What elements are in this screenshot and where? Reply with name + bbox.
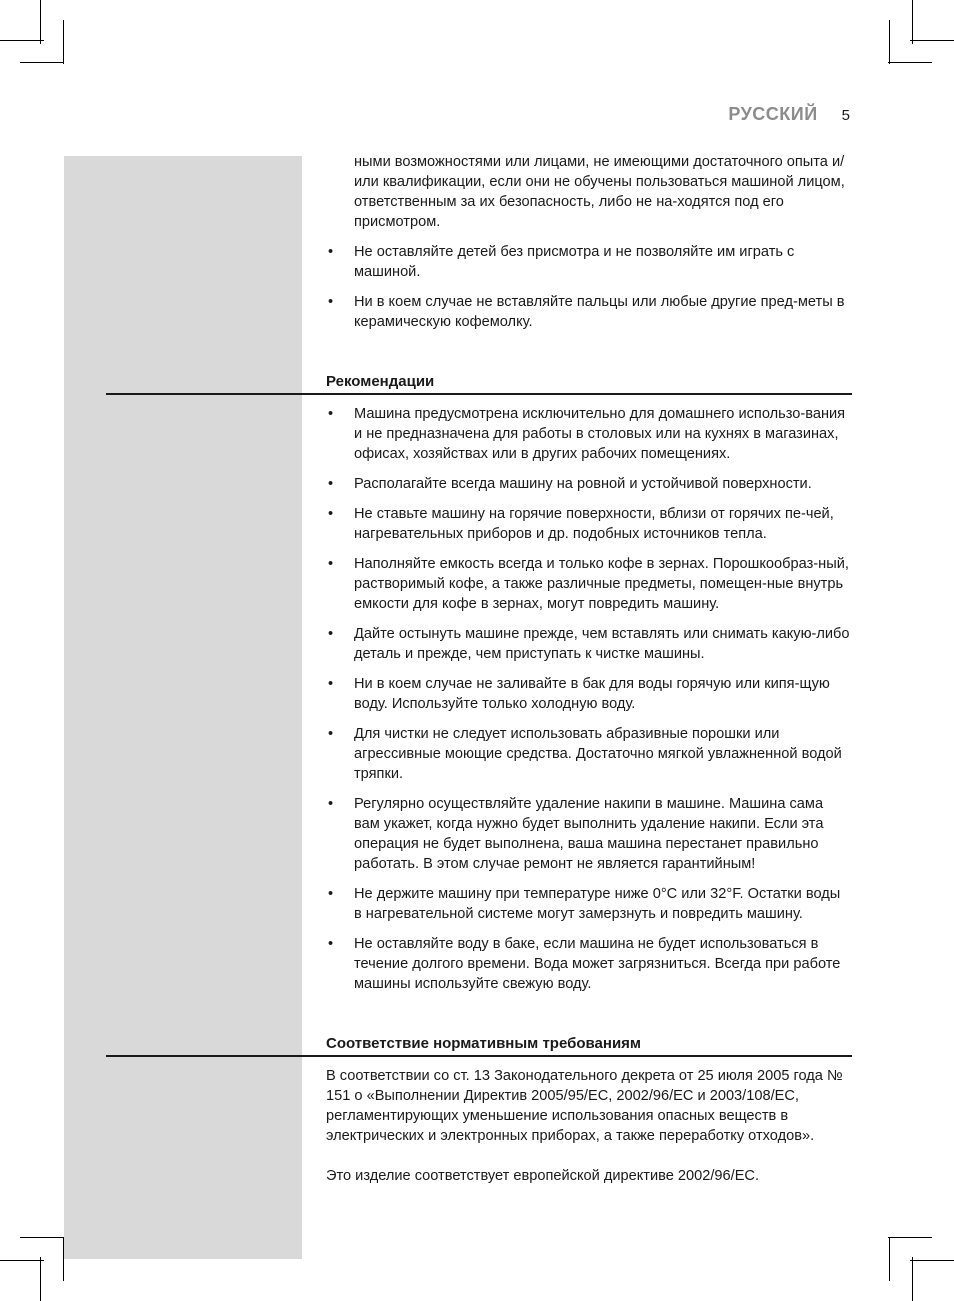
crop-mark — [0, 1260, 44, 1261]
list-item-text: Ни в коем случае не заливайте в бак для воды горячую или кипя-щую воду. Используйте только холодную воду. — [354, 676, 830, 712]
bullet-icon: • — [328, 726, 334, 742]
section-title: Рекомендации — [326, 373, 435, 390]
page-number: 5 — [841, 107, 850, 124]
list-item — [326, 794, 850, 874]
compliance-paragraph: В соответствии со ст. 13 Законодательного декрета от 25 июля 2005 года № 151 о «Выполнении Директив 2005/95/ЕС, 2002/96/ЕС и 2003/108/ЕС, регламентирующих уменьшение использования опасных веществ в электрических и электронных приборах, а также переработку отходов». — [326, 1068, 843, 1144]
crop-mark — [889, 1237, 890, 1281]
crop-mark — [912, 1257, 913, 1301]
crop-mark — [910, 1260, 954, 1261]
recommendations-heading — [326, 372, 850, 392]
list-item-text: Дайте остынуть машине прежде, чем вставлять или снимать какую-либо деталь и прежде, чем приступать к чистке машины. — [354, 626, 850, 662]
section-divider — [106, 1055, 852, 1057]
margin-column — [64, 156, 302, 1259]
crop-mark — [889, 20, 890, 64]
list-item — [326, 934, 850, 994]
list-item — [326, 554, 850, 614]
crop-mark — [888, 62, 932, 63]
crop-mark — [888, 1237, 932, 1238]
list-item — [326, 504, 850, 544]
list-item-text: Для чистки не следует использовать абразивные порошки или агрессивные моющие средства. Достаточно мягкой увлажненной водой тряпки. — [354, 726, 842, 782]
bullet-icon: • — [328, 796, 334, 812]
list-item — [326, 404, 850, 464]
bullet-icon: • — [328, 476, 334, 492]
list-item — [326, 292, 850, 332]
list-item-text: Наполняйте емкость всегда и только кофе в зернах. Порошкообраз-ный, растворимый кофе, а также различные предметы, помещен-ные внутрь емкости для кофе в зернах, могут повредить машину. — [354, 556, 849, 612]
list-item-text: Располагайте всегда машину на ровной и устойчивой поверхности. — [354, 476, 812, 492]
crop-mark — [910, 40, 954, 41]
crop-mark — [0, 40, 44, 41]
bullet-icon: • — [328, 406, 334, 422]
list-item-text: Не держите машину при температуре ниже 0°C или 32°F. Остатки воды в нагревательной системе могут замерзнуть и повредить машину. — [354, 886, 841, 922]
crop-mark — [40, 1257, 41, 1301]
list-item-text: Не ставьте машину на горячие поверхности, вблизи от горячих пе-чей, нагревательных приборов и др. подобных источников тепла. — [354, 506, 834, 542]
compliance-paragraph: Это изделие соответствует европейской директиве 2002/96/ЕС. — [326, 1168, 760, 1184]
crop-mark — [20, 1237, 64, 1238]
list-item — [326, 674, 850, 714]
recommendations-list — [326, 404, 850, 994]
list-item-text: Не оставляйте детей без присмотра и не позволяйте им играть с машиной. — [354, 244, 795, 280]
list-item-text: Машина предусмотрена исключительно для домашнего использо-вания и не предназначена для работы в столовых или на кухнях в магазинах, офисах, хозяйствах или в других рабочих помещениях. — [354, 406, 846, 462]
bullet-icon: • — [328, 294, 334, 310]
crop-mark — [20, 62, 64, 63]
list-item — [326, 242, 850, 282]
bullet-icon: • — [328, 556, 334, 572]
list-item — [326, 884, 850, 924]
bullet-icon: • — [328, 506, 334, 522]
language-label: РУССКИЙ — [728, 104, 818, 124]
intro-continuation: ными возможностями или лицами, не имеющими достаточного опыта и/или квалификации, если они не обучены пользоваться машиной лицом, ответственным за их безопасность, либо не на-ходятся под его присмотром. — [354, 154, 845, 230]
bullet-icon: • — [328, 626, 334, 642]
list-item — [326, 724, 850, 784]
crop-mark — [63, 20, 64, 64]
list-item-text: Регулярно осуществляйте удаление накипи в машине. Машина сама вам укажет, когда нужно будет выполнить удаление накипи. Если эта операция не будет выполнена, ваша машина перестанет правильно работать. В этом случае ремонт не является гарантийным! — [354, 796, 824, 872]
list-item — [326, 624, 850, 664]
intro-bullet-list — [326, 242, 850, 332]
bullet-icon: • — [328, 244, 334, 260]
main-content — [326, 152, 850, 1206]
compliance-heading — [326, 1034, 850, 1054]
section-divider — [106, 393, 852, 395]
bullet-icon: • — [328, 886, 334, 902]
page-header — [728, 104, 850, 125]
list-item-text: Ни в коем случае не вставляйте пальцы или любые другие пред-меты в керамическую кофемолку. — [354, 294, 845, 330]
crop-mark — [40, 0, 41, 44]
bullet-icon: • — [328, 936, 334, 952]
list-item — [326, 474, 850, 494]
list-item-text: Не оставляйте воду в баке, если машина не будет использоваться в течение долгого времени. Вода может загрязниться. Всегда при работе машины используйте свежую воду. — [354, 936, 841, 992]
bullet-icon: • — [328, 676, 334, 692]
crop-mark — [912, 0, 913, 44]
section-title: Соответствие нормативным требованиям — [326, 1035, 642, 1052]
